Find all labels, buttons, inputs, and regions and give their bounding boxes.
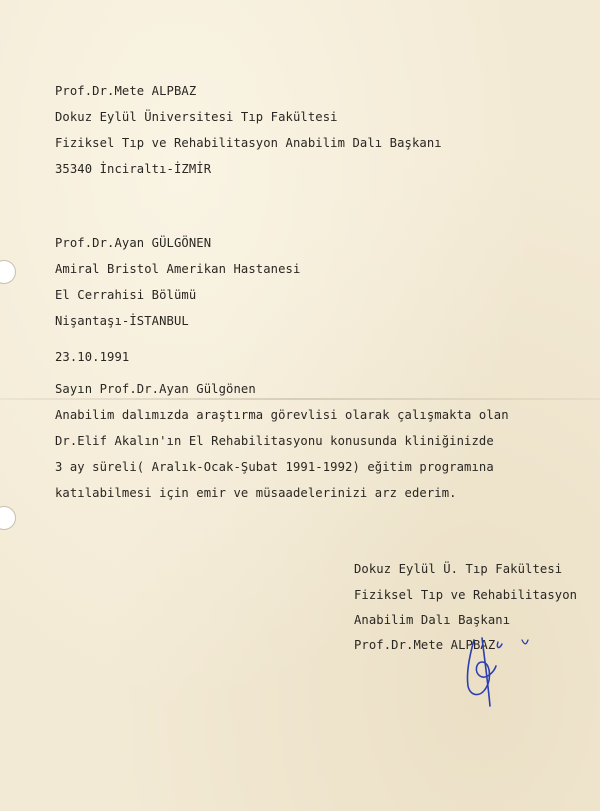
closing-line: Fiziksel Tıp ve Rehabilitasyon [354, 588, 578, 602]
body-line: Anabilim dalımızda araştırma görevlisi olarak çalışmakta olan [55, 408, 509, 422]
salutation: Sayın Prof.Dr.Ayan Gülgönen [55, 382, 256, 396]
sender-address: 35340 İnciraltı-İZMİR [55, 162, 212, 176]
recipient-hospital: Amiral Bristol Amerikan Hastanesi [55, 262, 301, 276]
paper-fold-line [0, 398, 600, 400]
punch-hole [0, 260, 16, 284]
sender-department: Fiziksel Tıp ve Rehabilitasyon Anabilim Dalı Başkanı [55, 136, 442, 150]
body-line: 3 ay süreli( Aralık-Ocak-Şubat 1991-1992) eğitim programına [55, 460, 494, 474]
letter-date: 23.10.1991 [55, 350, 130, 364]
handwritten-signature [452, 632, 532, 712]
recipient-name: Prof.Dr.Ayan GÜLGÖNEN [55, 236, 212, 250]
closing-signatory: Prof.Dr.Mete ALPBAZ [354, 638, 496, 652]
closing-line: Dokuz Eylül Ü. Tıp Fakültesi [354, 562, 563, 576]
punch-hole [0, 506, 16, 530]
sender-institution: Dokuz Eylül Üniversitesi Tıp Fakültesi [55, 110, 338, 124]
closing-line: Anabilim Dalı Başkanı [354, 613, 511, 627]
recipient-address: Nişantaşı-İSTANBUL [55, 314, 189, 328]
sender-name: Prof.Dr.Mete ALPBAZ [55, 84, 197, 98]
recipient-unit: El Cerrahisi Bölümü [55, 288, 197, 302]
body-line: katılabilmesi için emir ve müsaadelerinizi arz ederim. [55, 486, 457, 500]
body-line: Dr.Elif Akalın'ın El Rehabilitasyonu konusunda kliniğinizde [55, 434, 494, 448]
